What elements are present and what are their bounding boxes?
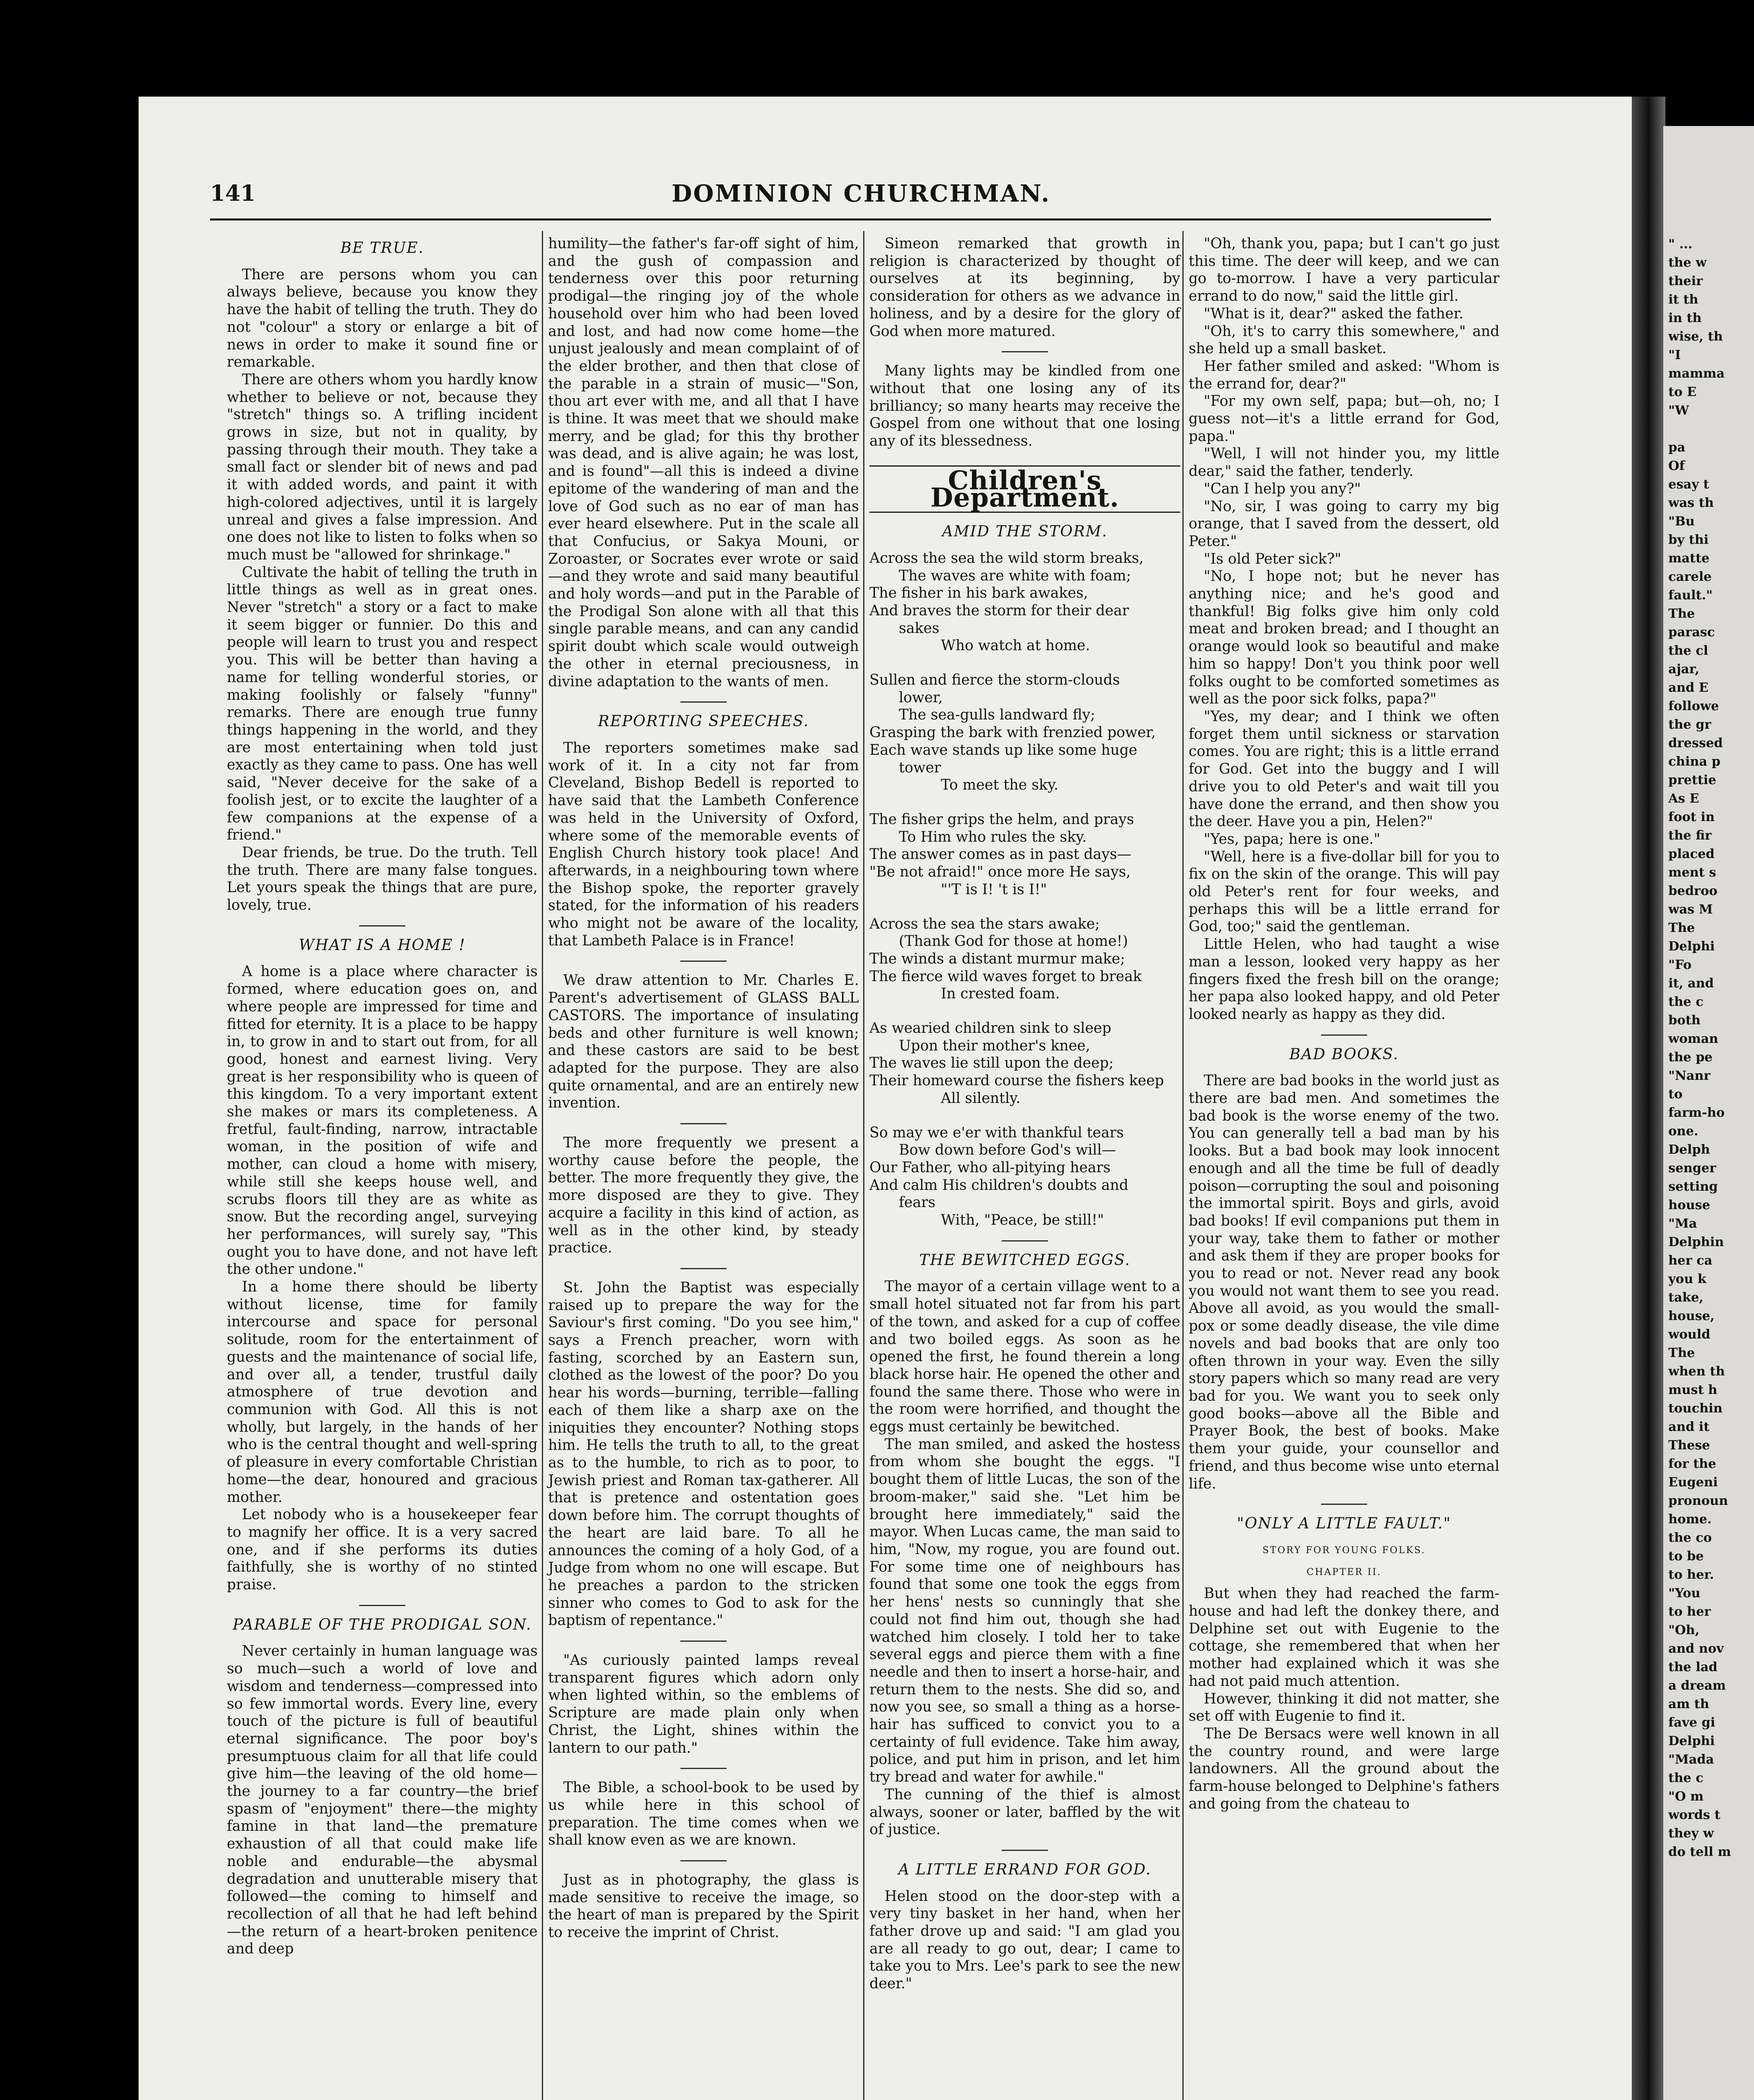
facing-page-fragment [1663,126,1754,2100]
poem-line: And calm His children's doubts and [869,1176,1129,1194]
paragraph: "Well, here is a five-dollar bill for you to fix on the skin of the orange. This will pay old Peter's rent for four weeks, and perhaps this will be a little errand for God, too;" said the gentleman. [1189,848,1499,935]
article-title: THE BEWITCHED EGGS. [919,1251,1131,1269]
paragraph: A home is a place where character is formed, where education goes on, and where people are impressed for time and fitted for eternity. It is a place to be happy in, to grow in and to start out from, for all good, honest and earnest living. Very great is her responsibility who is queen of this kingdom. To a very important extent she makes or mars its completeness. A fretful, fault-finding, narrow, intractable woman, in the position of wife and mother, can cloud a home with misery, while still she keeps house well, and scrubs floors till they are as white as snow. But the recording angel, surveying her performances, will surely say, "This ought you to have done, and not have left the other undone." [227,963,538,1278]
paragraph: The Bible, a school-book to be used by us while here in this school of preparation. The time comes when we shall know even as we are known. [548,1779,859,1849]
poem-line: And braves the storm for their dear [869,602,1129,619]
header-rule [210,218,1491,220]
poem-line: The waves are white with foam; [899,567,1131,584]
poem-line: Each wave stands up like some huge [869,741,1137,759]
page-fold-shadow [1632,97,1665,2100]
section-divider [680,701,727,703]
poem-line: The fisher in his bark awakes, [869,585,1088,602]
department-heading: Children's Department. [869,465,1180,513]
poem-line: Bow down before God's will— [899,1142,1116,1159]
paragraph: "Yes, my dear; and I think we often forget them until sickness or starvation comes. You are right; this is a little errand for God. Get into the buggy and I will drive you to old Peter's and wait till you have done the errand, and then show you the deer. Have you a pin, Helen?" [1189,708,1499,830]
paragraph: "No, sir, I was going to carry my big orange, that I saved from the dessert, old Peter." [1189,498,1499,550]
poem-line: lower, [899,689,943,706]
section-divider [1002,1240,1048,1242]
paragraph: St. John the Baptist was especially raised up to prepare the way for the Saviour's first coming. "Do you see him," says a French preacher, worn with fasting, scorched by an Eastern sun, clothed as the lowest of the poor? Do you hear his words—burning, terrible—falling each of them like a sharp axe on the iniquities they encounter? Nothing stops him. He tells the truth to all, to the great as to the humble, to rich as to poor, to Jewish priest and Roman tax-gatherer. All that is pretence and ostentation goes down before him. The corrupt thoughts of the heart are laid bare. To all he announces the coming of a holy God, of a Judge from whom no one will escape. But he preaches a pardon to the stricken sinner who comes to God to ask for the baptism of repentance." [548,1279,859,1629]
paragraph: "Oh, it's to carry this somewhere," and she held up a small basket. [1189,323,1499,357]
poem-line: With, "Peace, be still!" [941,1212,1104,1229]
paragraph: In a home there should be liberty without license, time for family intercourse and space for personal solitude, room for the entertainment of guests and the maintenance of social life, and over all, a tender, trustful daily atmosphere of true devotion and communion with God. All this is not wholly, but largely, in the hands of her who is the central thought and well-spring of pleasure in every comfortable Christian home—the dear, honoured and gracious mother. [227,1278,538,1506]
paragraph: The mayor of a certain village went to a small hotel situated not far from his part of the town, and asked for a cup of coffee and two boiled eggs. As soon as he opened the first, he found therein a long black horse hair. He opened the other and found the same there. Those who were in the room were horrified, and thought the eggs must certainly be bewitched. [869,1278,1180,1436]
article-title: A LITTLE ERRAND FOR GOD. [898,1861,1152,1878]
paragraph: But when they had reached the farm-house and had left the donkey there, and Delphine set out with Eugenie to the cottage, she remembered that when her mother had explained which it was she had not paid much attention. [1189,1585,1499,1690]
poem-line: All silently. [941,1089,1021,1107]
running-title: DOMINION CHURCHMAN. [671,180,1051,207]
paragraph: However, thinking it did not matter, she set off with Eugenie to find it. [1189,1690,1499,1725]
paragraph: The more frequently we present a worthy cause before the people, the better. The more frequently they give, the more disposed are they to give. They acquire a facility in this kind of action, as well as in the other kind, by steady practice. [548,1134,859,1257]
poem-line: Their homeward course the fishers keep [869,1072,1164,1089]
poem-line: Sullen and fierce the storm-clouds [869,672,1120,689]
story-subtitle: STORY FOR YOUNG FOLKS. [1262,1545,1426,1556]
article-title: WHAT IS A HOME ! [299,936,466,954]
poem-line: As wearied children sink to sleep [869,1020,1111,1037]
page-header [210,172,1491,210]
column-2 [548,235,859,1942]
poem-line: sakes [899,620,940,637]
poem-line: "'T is I! 't is I!" [941,881,1047,898]
poem-line: The sea-gulls landward fly; [899,706,1095,724]
paragraph: Her father smiled and asked: "Whom is the errand for, dear?" [1189,357,1499,392]
section-divider [680,1768,727,1769]
section-divider [680,961,727,962]
poem-line: fears [899,1194,936,1211]
section-divider [359,1605,405,1606]
column-rule [863,231,864,2100]
paragraph: There are bad books in the world just as there are bad men. And sometimes the bad book is the worse enemy of the two. You can generally tell a bad man by his looks. But a bad book may look innocent enough and all the time be full of deadly poison—corrupting the soul and poisoning the immortal spirit. Boys and girls, avoid bad books! If evil companions put them in your way, take them to father or mother and ask them if they are proper books for you to read or not. Never read any book you would not want them to see you read. Above all avoid, as you would the small-pox or some deadly disease, the vile dime novels and bad books that are only too often thrown in your way. Even the silly story papers which so many read are very bad for you. We want you to seek only good books—above all the Bible and Prayer Book, the best of books. Make them your guide, your counsellor and friend, and thus become wise unto eternal life. [1189,1072,1499,1492]
column-3 [869,235,1180,1993]
paragraph: There are others whom you hardly know whether to believe or not, because they "stretch" things so. A trifling incident grows in size, but not in quality, by passing through their mouth. They take a small fact or slender bit of news and pad it with added words, and paint it with high-colored adjectives, until it is largely unreal and gives a false impression. And one does not like to listen to folks when so much must be "allowed for shrinkage." [227,371,538,563]
column-rule [1182,231,1184,2100]
paragraph: "Well, I will not hinder you, my little dear," said the father, tenderly. [1189,445,1499,480]
paragraph: The cunning of the thief is almost always, sooner or later, baffled by the wit of justice. [869,1786,1180,1838]
poem-line: tower [899,759,941,776]
poem-line: Grasping the bark with frenzied power, [869,724,1156,741]
paragraph: Cultivate the habit of telling the truth in little things as well as in great ones. Never "stretch" a story or a fact to make it seem bigger or funnier. Do this and people will learn to trust you and respect you. This will be better than having a name for telling wonderful stories, or making foolishly or falsely "funny" remarks. There are enough true funny things happening in the world, and they are most entertaining when told just exactly as they came to pass. One has well said, "Never deceive for the sake of a foolish jest, or to excite the laughter of a few companions at the expense of a friend." [227,564,538,844]
paragraph: Let nobody who is a housekeeper fear to magnify her office. It is a very sacred one, and if she performs its duties faithfully, she is worthy of no stinted praise. [227,1506,538,1593]
facing-page-text: " ... the w their it th in th wise, th "I mamma to E "W pa Of esay t was th "Bu by thi matte carele fault." The parasc the cl ajar, and E followe the gr dressed china p prettie As E foot in the fir placed ment s bedroo was M The Delphi "Fo it, and the c both woman the pe "Nanr to farm-ho one. Delph senger setting house "Ma Delphin her ca you k take, house, would The when th must h touchin and it These for the Eugeni pronoun home. the co to be to her. "You to her "Oh, and nov the lad a dream am th fave gi Delphi "Mada the c "O m words t they w do tell m [1668,237,1731,1859]
poem [869,550,1180,1229]
poem-line: Across the sea the stars awake; [869,915,1100,932]
poem-line: The answer comes as in past days— [869,846,1132,863]
article-title: BE TRUE. [340,239,424,257]
paragraph: Many lights may be kindled from one without that one losing any of its brilliancy; so many hearts may receive the Gospel from one without that one losing any of its blessedness. [869,362,1180,450]
paragraph: "No, I hope not; but he never has anything nice; and he's good and thankful! Big folks give him only cold meat and broken bread; and I thought an orange would look so beautiful and make him so happy! Don't you think poor well folks ought to be comforted sometimes as well as the poor sick folks, papa?" [1189,568,1499,708]
paragraph: humility—the father's far-off sight of him, and the gush of compassion and tenderness over this poor returning prodigal—the ringing joy of the whole household over him who had been loved and lost, and had now come home—the unjust jealously and mean complaint of of the elder brother, and then that close of the parable in a strain of music—"Son, thou art ever with me, and all that I have is thine. It was meet that we should make merry, and be glad; for this thy brother was dead, and is alive again; he was lost, and is found"—all this is indeed a divine epitome of the wandering of man and the love of God such as no ear of man has ever heard elsewhere. Put in the scale all that Confucius, or Sakya Mouni, or Zoroaster, or Socrates ever wrote or said—and they wrote and said many beautiful and holy words—and put in the Parable of the Prodigal Son alone with all that this single parable means, and can any candid spirit doubt which scale would outweigh the other in eternal preciousness, in divine adaptation to the wants of men. [548,235,859,690]
poem-line: The fierce wild waves forget to break [869,968,1142,985]
page-number: 141 [210,181,256,206]
poem-line: To Him who rules the sky. [899,828,1087,845]
thumb-shadow [139,2092,357,2100]
article-title: BAD BOOKS. [1289,1045,1399,1063]
paragraph: "Oh, thank you, papa; but I can't go just this time. The deer will keep, and we can go to-morrow. I have a very particular errand to do now," said the little girl. [1189,235,1499,305]
paragraph: Just as in photography, the glass is made sensitive to receive the image, so the heart of man is prepared by the Spirit to receive the imprint of Christ. [548,1872,859,1941]
paragraph: Little Helen, who had taught a wise man a lesson, looked very happy as her fingers fixed the fresh bill on the orange; her papa also looked happy, and old Peter looked nearly as happy as they did. [1189,936,1499,1023]
paragraph: The reporters sometimes make sad work of it. In a city not far from Cleveland, Bishop Bedell is reported to have said that the Lambeth Conference was held in the University of Oxford, where some of the memorable events of English Church history took place! And afterwards, in a neighbouring town where the Bishop spoke, the reporter gravely stated, for the information of his readers who might not be aware of the locality, that Lambeth Palace is in France! [548,739,859,949]
article-title: PARABLE OF THE PRODIGAL SON. [232,1616,532,1633]
paragraph: "Can I help you any?" [1204,480,1361,497]
column-4 [1189,235,1499,1813]
paragraph: "Yes, papa; here is one." [1204,830,1381,848]
section-divider [680,1123,727,1124]
poem-line: "Be not afraid!" once more He says, [869,864,1131,881]
poem-line: Our Father, who all-pitying hears [869,1159,1111,1176]
poem-line: Upon their mother's knee, [899,1037,1090,1054]
poem-line: The waves lie still upon the deep; [869,1055,1114,1072]
poem-line: The fisher grips the helm, and prays [869,811,1134,828]
poem-line: Who watch at home. [941,637,1090,654]
section-divider [1002,1850,1048,1851]
column-1 [227,235,538,1958]
paragraph: Helen stood on the door-step with a very tiny basket in her hand, when her father drove up and said: "I am glad you are all ready to go out, dear; I came to take you to Mrs. Lee's park to see the new deer." [869,1887,1180,1992]
poem-title: AMID THE STORM. [942,523,1108,541]
column-rule [542,231,543,2100]
section-divider [680,1641,727,1642]
section-divider [680,1860,727,1861]
paragraph: The De Bersacs were well known in all the country round, and were large landowners. All the ground about the farm-house belonged to Delphine's fathers and going from the chateau to [1189,1725,1499,1812]
article-title: REPORTING SPEECHES. [598,713,809,730]
section-divider [680,1268,727,1269]
paragraph: Simeon remarked that growth in religion is characterized by thought of ourselves at its beginning, by consideration for others as we advance in holiness, and by a desire for the glory of God when more matured. [869,235,1180,340]
section-divider [359,925,405,927]
article-title: "ONLY A LITTLE FAULT." [1237,1515,1452,1533]
paragraph: Never certainly in human language was so much—such a world of love and wisdom and tenderness—compressed into so few immortal words. Every line, every touch of the picture is full of beautiful eternal significance. The poor boy's presumptuous claim for all that life could give him—the leaving of the old home—the journey to a far country—the brief spasm of "enjoyment" there—the mighty famine in that land—the premature exhaustion of all that could make life noble and endurable—the abysmal degradation and unutterable misery that followed—the coming to himself and recollection of all that he had left behind—the return of a heart-broken penitence and deep [227,1643,538,1958]
section-divider [1321,1034,1367,1036]
paragraph: The man smiled, and asked the hostess from whom she bought the eggs. "I bought them of little Lucas, the son of the broom-maker," said she. "Let him be brought here immediately," said the mayor. When Lucas came, the man said to him, "Now, my rogue, you are found out. For some time one of neighbours has found that some one took the eggs from her hens' nests so cunningly that she could not find him out, though she had watched him closely. I told her to take several eggs and pierce them with a fine needle and then to insert a horse-hair, and return them to the nests. She did so, and now you see, so small a thing as a horse-hair has sufficed to convict you to a certainty of full evidence. Take him away, police, and put him in prison, and let him try bread and water for awhile." [869,1436,1180,1786]
paragraph: "For my own self, papa; but—oh, no; I guess not—it's a little errand for God, papa." [1189,393,1499,445]
poem-line: In crested foam. [941,985,1060,1003]
paragraph: Dear friends, be true. Do the truth. Tell the truth. There are many false tongues. Let yours speak the things that are pure, lovely, true. [227,844,538,914]
poem-line: The winds a distant murmur make; [869,950,1125,967]
paragraph: There are persons whom you can always believe, because you know they have the habit of telling the truth. They do not "colour" a story or enlarge a bit of news in order to make it sound fine or remarkable. [227,266,538,371]
paragraph: "Is old Peter sick?" [1204,550,1342,567]
poem-line: (Thank God for those at home!) [899,933,1128,950]
section-divider [1321,1504,1367,1505]
paragraph: "What is it, dear?" asked the father. [1204,305,1464,322]
poem-line: To meet the sky. [941,777,1058,794]
section-divider [1002,351,1048,352]
chapter-heading: CHAPTER II. [1306,1567,1382,1578]
paragraph: We draw attention to Mr. Charles E. Parent's advertisement of GLASS BALL CASTORS. The importance of insulating beds and other furniture is well known; and these castors are said to be best adapted for the purpose. They are also quite ornamental, and are an entirely new invention. [548,972,859,1112]
poem-line: So may we e'er with thankful tears [869,1124,1124,1141]
paragraph: "As curiously painted lamps reveal transparent figures which adorn only when lighted within, so the emblems of Scripture are made plain only when Christ, the Light, shines within the lantern to our path." [548,1652,859,1756]
poem-line: Across the sea the wild storm breaks, [869,549,1144,567]
